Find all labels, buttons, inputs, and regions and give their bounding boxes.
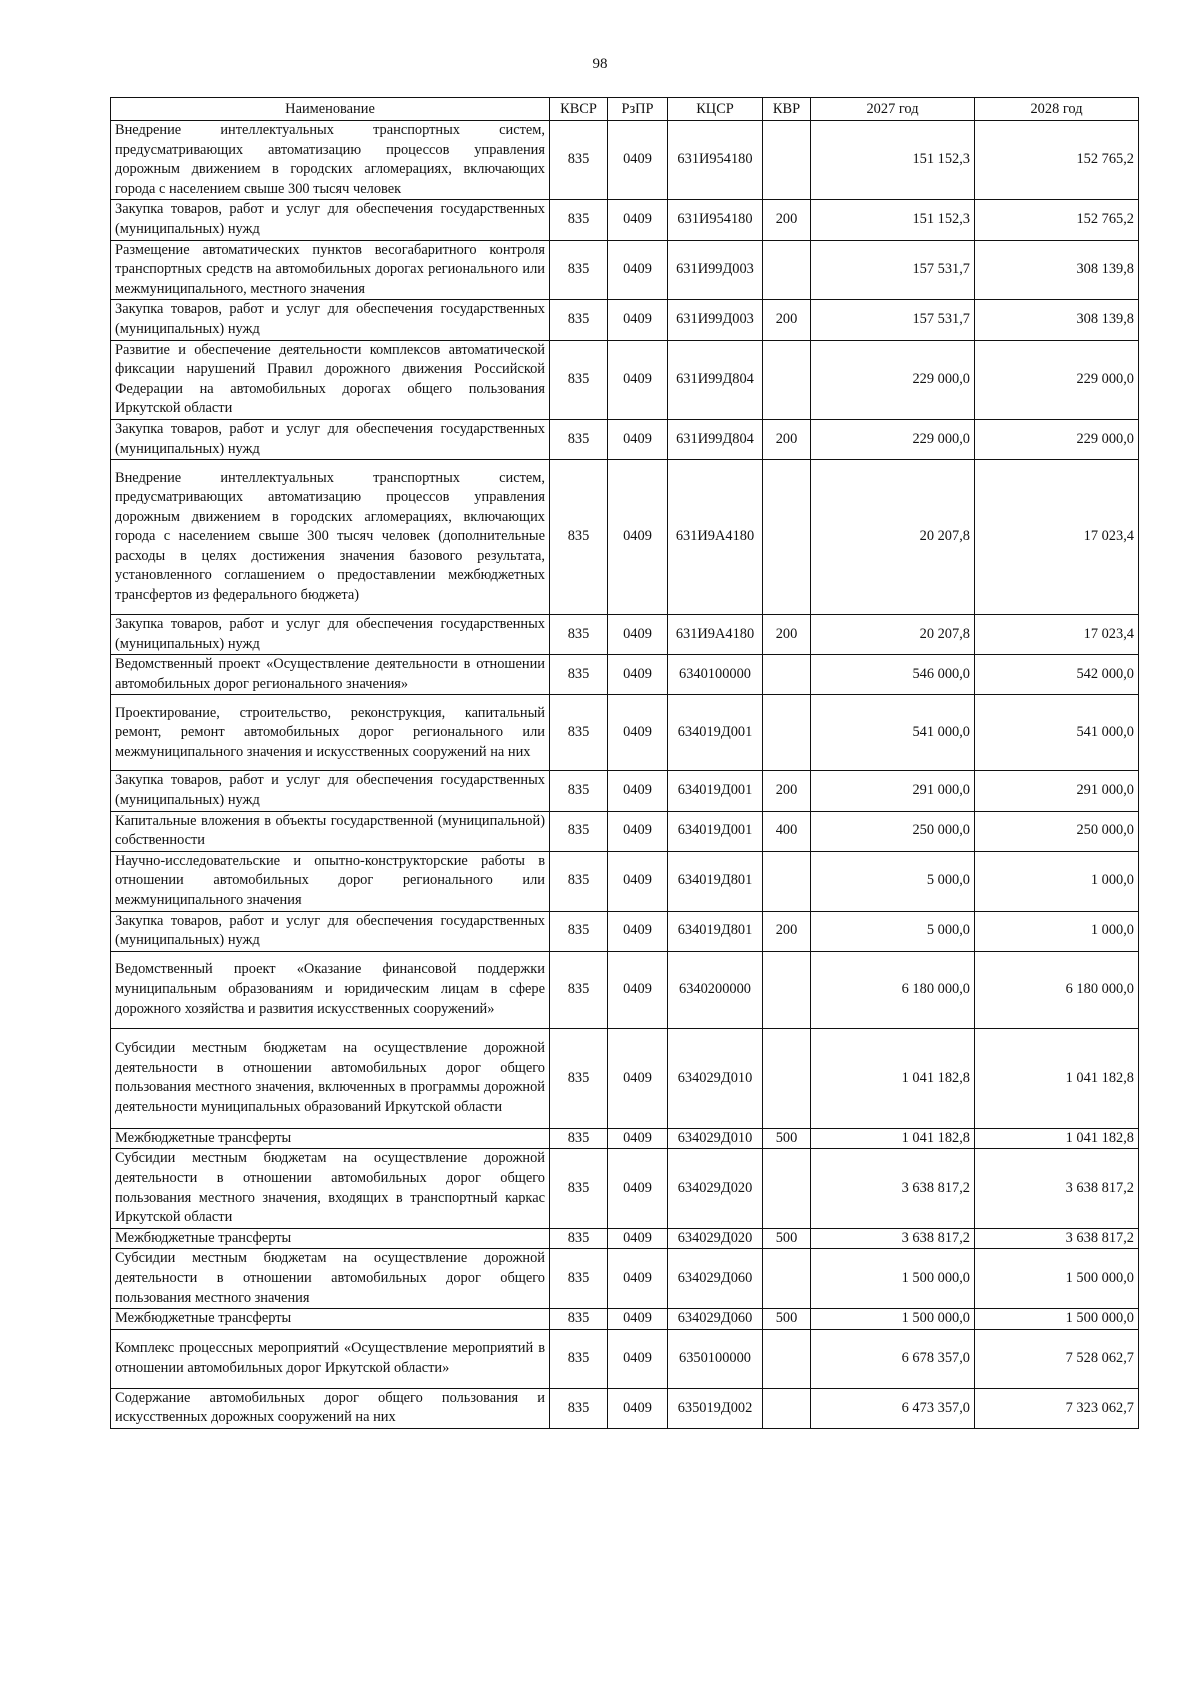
cell-kvr bbox=[763, 1388, 811, 1428]
cell-rzpr: 0409 bbox=[608, 1128, 668, 1149]
cell-kvsr: 835 bbox=[550, 655, 608, 695]
cell-kcsr: 635019Д002 bbox=[668, 1388, 763, 1428]
table-row bbox=[111, 911, 1139, 951]
cell-rzpr: 0409 bbox=[608, 771, 668, 811]
page-number: 98 bbox=[592, 56, 608, 72]
cell-name: Закупка товаров, работ и услуг для обеспечения государственных (муниципальных) нужд bbox=[111, 200, 550, 240]
cell-rzpr: 0409 bbox=[608, 811, 668, 851]
table-row bbox=[111, 300, 1139, 340]
table-row bbox=[111, 851, 1139, 911]
cell-2028: 1 500 000,0 bbox=[975, 1249, 1139, 1309]
cell-kvr bbox=[763, 1149, 811, 1228]
table-row bbox=[111, 655, 1139, 695]
cell-kcsr: 631И954180 bbox=[668, 200, 763, 240]
table-body bbox=[111, 121, 1139, 1429]
table-header-row bbox=[111, 98, 1139, 121]
cell-2028: 152 765,2 bbox=[975, 200, 1139, 240]
cell-2027: 20 207,8 bbox=[811, 615, 975, 655]
header-2028: 2028 год bbox=[975, 98, 1139, 121]
cell-2027: 151 152,3 bbox=[811, 121, 975, 200]
table-row bbox=[111, 1388, 1139, 1428]
cell-2028: 6 180 000,0 bbox=[975, 951, 1139, 1028]
cell-2028: 17 023,4 bbox=[975, 460, 1139, 615]
cell-kcsr: 634019Д801 bbox=[668, 851, 763, 911]
cell-kvsr: 835 bbox=[550, 1228, 608, 1249]
table-row bbox=[111, 121, 1139, 200]
cell-kvr bbox=[763, 695, 811, 771]
cell-rzpr: 0409 bbox=[608, 240, 668, 300]
header-kvsr: КВСР bbox=[550, 98, 608, 121]
cell-kvsr: 835 bbox=[550, 1329, 608, 1388]
cell-kcsr: 6340200000 bbox=[668, 951, 763, 1028]
cell-2028: 1 041 182,8 bbox=[975, 1028, 1139, 1128]
header-2027: 2027 год bbox=[811, 98, 975, 121]
cell-kcsr: 634029Д020 bbox=[668, 1228, 763, 1249]
cell-kcsr: 631И99Д003 bbox=[668, 300, 763, 340]
cell-kvr bbox=[763, 1329, 811, 1388]
table-row bbox=[111, 1028, 1139, 1128]
cell-kvsr: 835 bbox=[550, 419, 608, 459]
cell-2028: 3 638 817,2 bbox=[975, 1149, 1139, 1228]
cell-2027: 229 000,0 bbox=[811, 340, 975, 419]
cell-name: Закупка товаров, работ и услуг для обеспечения государственных (муниципальных) нужд bbox=[111, 911, 550, 951]
cell-2027: 546 000,0 bbox=[811, 655, 975, 695]
cell-2027: 157 531,7 bbox=[811, 300, 975, 340]
cell-kcsr: 634019Д001 bbox=[668, 771, 763, 811]
table-row bbox=[111, 695, 1139, 771]
cell-2027: 250 000,0 bbox=[811, 811, 975, 851]
cell-kvr: 200 bbox=[763, 300, 811, 340]
cell-kcsr: 631И9А4180 bbox=[668, 460, 763, 615]
cell-kcsr: 634019Д001 bbox=[668, 695, 763, 771]
cell-2028: 229 000,0 bbox=[975, 340, 1139, 419]
cell-name: Субсидии местным бюджетам на осуществление дорожной деятельности в отношении автомобильных дорог общего пользования местного значения, включенных в программы дорожной деятельности муниципальных образований Иркутской области bbox=[111, 1028, 550, 1128]
cell-2028: 152 765,2 bbox=[975, 121, 1139, 200]
cell-name: Размещение автоматических пунктов весогабаритного контроля транспортных средств на автомобильных дорогах регионального или межмуниципального, местного значения bbox=[111, 240, 550, 300]
cell-kvr bbox=[763, 1028, 811, 1128]
cell-kvr bbox=[763, 1249, 811, 1309]
cell-kcsr: 631И99Д804 bbox=[668, 419, 763, 459]
cell-kvsr: 835 bbox=[550, 460, 608, 615]
cell-kcsr: 634029Д010 bbox=[668, 1028, 763, 1128]
cell-2028: 308 139,8 bbox=[975, 300, 1139, 340]
cell-kvsr: 835 bbox=[550, 200, 608, 240]
cell-kvsr: 835 bbox=[550, 1388, 608, 1428]
cell-name: Субсидии местным бюджетам на осуществление дорожной деятельности в отношении автомобильных дорог общего пользования местного значения bbox=[111, 1249, 550, 1309]
cell-2028: 1 000,0 bbox=[975, 851, 1139, 911]
cell-kcsr: 631И99Д003 bbox=[668, 240, 763, 300]
cell-2028: 1 000,0 bbox=[975, 911, 1139, 951]
cell-kvr bbox=[763, 460, 811, 615]
cell-kvsr: 835 bbox=[550, 911, 608, 951]
cell-2027: 541 000,0 bbox=[811, 695, 975, 771]
cell-rzpr: 0409 bbox=[608, 1309, 668, 1330]
cell-kvsr: 835 bbox=[550, 771, 608, 811]
cell-kvsr: 835 bbox=[550, 1249, 608, 1309]
cell-kvsr: 835 bbox=[550, 1028, 608, 1128]
cell-name: Закупка товаров, работ и услуг для обеспечения государственных (муниципальных) нужд bbox=[111, 419, 550, 459]
header-kcsr: КЦСР bbox=[668, 98, 763, 121]
cell-name: Закупка товаров, работ и услуг для обеспечения государственных (муниципальных) нужд bbox=[111, 300, 550, 340]
cell-2027: 5 000,0 bbox=[811, 851, 975, 911]
cell-kcsr: 634029Д060 bbox=[668, 1249, 763, 1309]
cell-2027: 151 152,3 bbox=[811, 200, 975, 240]
cell-rzpr: 0409 bbox=[608, 1249, 668, 1309]
cell-rzpr: 0409 bbox=[608, 655, 668, 695]
cell-2028: 3 638 817,2 bbox=[975, 1228, 1139, 1249]
cell-rzpr: 0409 bbox=[608, 1329, 668, 1388]
cell-name: Внедрение интеллектуальных транспортных систем, предусматривающих автоматизацию процессов управления дорожным движением в городских агломерациях, включающих города с населением свыше 300 тысяч человек bbox=[111, 121, 550, 200]
cell-kcsr: 631И99Д804 bbox=[668, 340, 763, 419]
cell-kvr: 400 bbox=[763, 811, 811, 851]
cell-kvr bbox=[763, 121, 811, 200]
table-row bbox=[111, 1149, 1139, 1228]
cell-kcsr: 631И9А4180 bbox=[668, 615, 763, 655]
cell-2028: 229 000,0 bbox=[975, 419, 1139, 459]
cell-name: Содержание автомобильных дорог общего пользования и искусственных дорожных сооружений на них bbox=[111, 1388, 550, 1428]
cell-rzpr: 0409 bbox=[608, 851, 668, 911]
header-name: Наименование bbox=[111, 98, 550, 121]
cell-kvr: 200 bbox=[763, 200, 811, 240]
cell-rzpr: 0409 bbox=[608, 1228, 668, 1249]
cell-2028: 7 528 062,7 bbox=[975, 1329, 1139, 1388]
cell-name: Закупка товаров, работ и услуг для обеспечения государственных (муниципальных) нужд bbox=[111, 615, 550, 655]
cell-name: Межбюджетные трансферты bbox=[111, 1309, 550, 1330]
cell-kvsr: 835 bbox=[550, 851, 608, 911]
cell-kvr: 200 bbox=[763, 771, 811, 811]
cell-2028: 1 500 000,0 bbox=[975, 1309, 1139, 1330]
cell-kvr: 200 bbox=[763, 911, 811, 951]
cell-2027: 20 207,8 bbox=[811, 460, 975, 615]
cell-rzpr: 0409 bbox=[608, 460, 668, 615]
cell-2027: 291 000,0 bbox=[811, 771, 975, 811]
table-row bbox=[111, 811, 1139, 851]
cell-2027: 157 531,7 bbox=[811, 240, 975, 300]
cell-kcsr: 634019Д801 bbox=[668, 911, 763, 951]
cell-name: Научно-исследовательские и опытно-конструкторские работы в отношении автомобильных дорог регионального или межмуниципального значения bbox=[111, 851, 550, 911]
cell-kvsr: 835 bbox=[550, 1149, 608, 1228]
cell-kvr: 500 bbox=[763, 1228, 811, 1249]
table-row bbox=[111, 1249, 1139, 1309]
cell-rzpr: 0409 bbox=[608, 200, 668, 240]
cell-kvr: 500 bbox=[763, 1128, 811, 1149]
cell-name: Закупка товаров, работ и услуг для обеспечения государственных (муниципальных) нужд bbox=[111, 771, 550, 811]
header-rzpr: РзПР bbox=[608, 98, 668, 121]
cell-2027: 229 000,0 bbox=[811, 419, 975, 459]
cell-kvsr: 835 bbox=[550, 300, 608, 340]
cell-2028: 17 023,4 bbox=[975, 615, 1139, 655]
cell-2027: 3 638 817,2 bbox=[811, 1149, 975, 1228]
table-row bbox=[111, 340, 1139, 419]
table-row bbox=[111, 419, 1139, 459]
cell-name: Субсидии местным бюджетам на осуществление дорожной деятельности в отношении автомобильных дорог общего пользования местного значения, входящих в транспортный каркас Иркутской области bbox=[111, 1149, 550, 1228]
cell-rzpr: 0409 bbox=[608, 300, 668, 340]
cell-kvsr: 835 bbox=[550, 951, 608, 1028]
table-row bbox=[111, 1128, 1139, 1149]
cell-kcsr: 6340100000 bbox=[668, 655, 763, 695]
cell-kvr bbox=[763, 851, 811, 911]
cell-name: Капитальные вложения в объекты государственной (муниципальной) собственности bbox=[111, 811, 550, 851]
cell-kvsr: 835 bbox=[550, 811, 608, 851]
cell-name: Ведомственный проект «Оказание финансовой поддержки муниципальным образованиям и юридическим лицам в сфере дорожного хозяйства и развития искусственных сооружений» bbox=[111, 951, 550, 1028]
cell-kvr bbox=[763, 240, 811, 300]
table-row bbox=[111, 1228, 1139, 1249]
cell-name: Межбюджетные трансферты bbox=[111, 1128, 550, 1149]
cell-kcsr: 634029Д010 bbox=[668, 1128, 763, 1149]
cell-kvsr: 835 bbox=[550, 340, 608, 419]
cell-2027: 3 638 817,2 bbox=[811, 1228, 975, 1249]
cell-kcsr: 634029Д060 bbox=[668, 1309, 763, 1330]
cell-kvr: 200 bbox=[763, 615, 811, 655]
cell-2027: 6 180 000,0 bbox=[811, 951, 975, 1028]
cell-2028: 291 000,0 bbox=[975, 771, 1139, 811]
cell-2028: 541 000,0 bbox=[975, 695, 1139, 771]
table-row bbox=[111, 1309, 1139, 1330]
cell-kvr: 200 bbox=[763, 419, 811, 459]
cell-2027: 1 500 000,0 bbox=[811, 1309, 975, 1330]
cell-rzpr: 0409 bbox=[608, 1149, 668, 1228]
cell-2028: 308 139,8 bbox=[975, 240, 1139, 300]
cell-kcsr: 631И954180 bbox=[668, 121, 763, 200]
cell-name: Развитие и обеспечение деятельности комплексов автоматической фиксации нарушений Правил дорожного движения Российской Федерации на автомобильных дорогах общего пользования Иркутской области bbox=[111, 340, 550, 419]
cell-rzpr: 0409 bbox=[608, 695, 668, 771]
table-row bbox=[111, 951, 1139, 1028]
cell-rzpr: 0409 bbox=[608, 121, 668, 200]
cell-kcsr: 634029Д020 bbox=[668, 1149, 763, 1228]
cell-2027: 5 000,0 bbox=[811, 911, 975, 951]
cell-kvr bbox=[763, 951, 811, 1028]
cell-kvr bbox=[763, 655, 811, 695]
cell-kvsr: 835 bbox=[550, 615, 608, 655]
cell-kvsr: 835 bbox=[550, 121, 608, 200]
cell-2028: 1 041 182,8 bbox=[975, 1128, 1139, 1149]
cell-name: Ведомственный проект «Осуществление деятельности в отношении автомобильных дорог регионального значения» bbox=[111, 655, 550, 695]
cell-rzpr: 0409 bbox=[608, 340, 668, 419]
cell-kvsr: 835 bbox=[550, 1309, 608, 1330]
table-row bbox=[111, 240, 1139, 300]
cell-rzpr: 0409 bbox=[608, 615, 668, 655]
cell-2027: 1 041 182,8 bbox=[811, 1028, 975, 1128]
cell-name: Проектирование, строительство, реконструкция, капитальный ремонт, ремонт автомобильных дорог регионального или межмуниципального значения и искусственных сооружений на них bbox=[111, 695, 550, 771]
cell-2028: 7 323 062,7 bbox=[975, 1388, 1139, 1428]
cell-kvsr: 835 bbox=[550, 1128, 608, 1149]
cell-2027: 6 473 357,0 bbox=[811, 1388, 975, 1428]
cell-kcsr: 6350100000 bbox=[668, 1329, 763, 1388]
cell-rzpr: 0409 bbox=[608, 419, 668, 459]
cell-kvsr: 835 bbox=[550, 240, 608, 300]
table-row bbox=[111, 615, 1139, 655]
cell-2027: 1 500 000,0 bbox=[811, 1249, 975, 1309]
cell-kcsr: 634019Д001 bbox=[668, 811, 763, 851]
table-row bbox=[111, 460, 1139, 615]
cell-kvr bbox=[763, 340, 811, 419]
cell-name: Комплекс процессных мероприятий «Осуществление мероприятий в отношении автомобильных дорог Иркутской области» bbox=[111, 1329, 550, 1388]
cell-2028: 250 000,0 bbox=[975, 811, 1139, 851]
cell-rzpr: 0409 bbox=[608, 951, 668, 1028]
cell-rzpr: 0409 bbox=[608, 1028, 668, 1128]
cell-2028: 542 000,0 bbox=[975, 655, 1139, 695]
table-row bbox=[111, 200, 1139, 240]
cell-rzpr: 0409 bbox=[608, 911, 668, 951]
cell-name: Межбюджетные трансферты bbox=[111, 1228, 550, 1249]
table-row bbox=[111, 1329, 1139, 1388]
table-row bbox=[111, 771, 1139, 811]
header-kvr: КВР bbox=[763, 98, 811, 121]
cell-kvsr: 835 bbox=[550, 695, 608, 771]
budget-table bbox=[110, 97, 1139, 1429]
cell-2027: 1 041 182,8 bbox=[811, 1128, 975, 1149]
cell-name: Внедрение интеллектуальных транспортных систем, предусматривающих автоматизацию процессов управления дорожным движением в городских агломерациях, включающих города с населением свыше 300 тысяч человек (дополнительные расходы в целях достижения значения базового результата, установленного соглашением о предоставлении межбюджетных трансфертов из федерального бюджета) bbox=[111, 460, 550, 615]
cell-rzpr: 0409 bbox=[608, 1388, 668, 1428]
cell-2027: 6 678 357,0 bbox=[811, 1329, 975, 1388]
cell-kvr: 500 bbox=[763, 1309, 811, 1330]
